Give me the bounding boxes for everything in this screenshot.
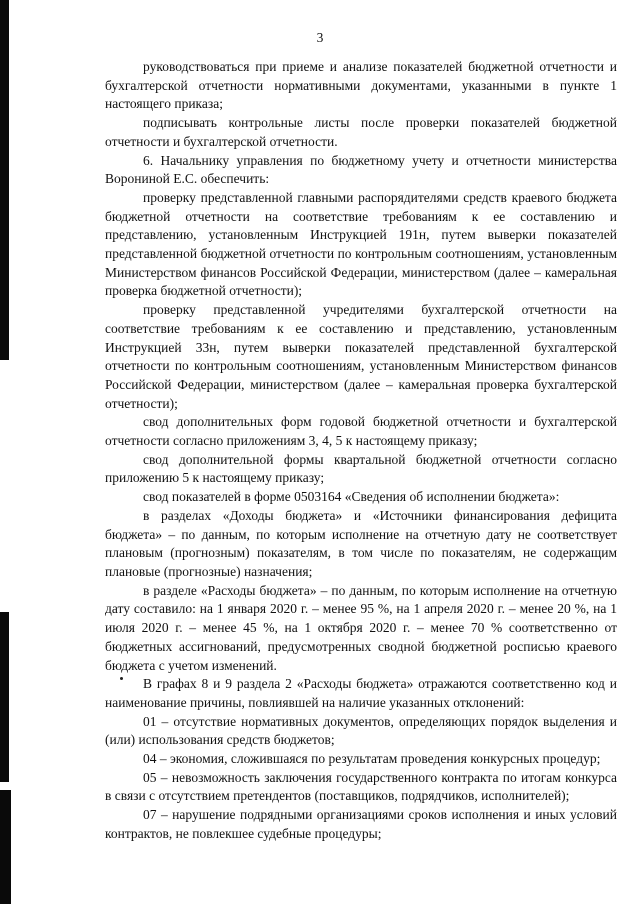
scan-edge-mark-bottom — [0, 790, 11, 904]
paragraph: 07 – нарушение подрядными организациями сроков исполнения и иных условий контрактов, не повлекшее судебные процедуры; — [105, 807, 617, 841]
paragraph: 6. Начальнику управления по бюджетному учету и отчетности министерства Ворониной Е.С. обеспечить: — [105, 152, 617, 187]
paragraph: в разделе «Расходы бюджета» – по данным, по которым исполнение на отчетную дату составило: на 1 января 2020 г. – менее 95 %, на 1 апреля 2020 г. – менее 20 %, на 1 июля 2020 г. – менее 45 %, на 1 октября 2020 г. – менее 70 % соответственно от бюджетных ассигнований, предусмотренных сводной бюджетной росписью краевого бюджета с учетом изменений. — [105, 582, 617, 673]
scan-edge-mark-top — [0, 0, 9, 360]
page-number: 3 — [316, 30, 324, 45]
paragraph: подписывать контрольные листы после проверки показателей бюджетной отчетности и бухгалтерской отчетности. — [105, 115, 617, 149]
paragraph: В графах 8 и 9 раздела 2 «Расходы бюджета» отражаются соответственно код и наименование причины, повлиявшей на наличие указанных отклонений: — [105, 676, 617, 710]
paragraph: 04 – экономия, сложившаяся по результатам проведения конкурсных процедур; — [143, 751, 601, 767]
paragraph: проверку представленной учредителями бухгалтерской отчетности на соответствие требованиям к ее составлению и представлению, установленным Инструкцией 33н, путем выверки показателей представленной бухгалтерской отчетности по контрольным соотношениям, установленным Министерством финансов Российской Федерации, министерством (далее – камеральная проверка бухгалтерской отчетности); — [105, 302, 617, 411]
scan-edge-mark-lower — [0, 612, 9, 782]
paragraph: руководствоваться при приеме и анализе показателей бюджетной отчетности и бухгалтерской отчетности нормативными документами, указанными в пункте 1 настоящего приказа; — [105, 59, 617, 112]
paragraph: проверку представленной главными распорядителями средств краевого бюджета бюджетной отчетности на соответствие требованиям к ее составлению и представлению, установленным Инструкцией 191н, путем выверки показателей представленной бюджетной отчетности по контрольным соотношениям, установленным Министерством финансов Российской Федерации, министерством (далее – камеральная проверка бюджетной отчетности); — [105, 189, 617, 299]
paragraph: 05 – невозможность заключения государственного контракта по итогам конкурса в связи с отсутствием претендентов (поставщиков, подрядчиков, исполнителей); — [105, 769, 617, 804]
paragraph: свод дополнительных форм годовой бюджетной отчетности и бухгалтерской отчетности согласно приложениям 3, 4, 5 к настоящему приказу; — [105, 414, 617, 449]
paragraph: свод показателей в форме 0503164 «Сведения об исполнении бюджета»: — [143, 489, 560, 505]
paragraph: свод дополнительной формы квартальной бюджетной отчетности согласно приложению 5 к настоящему приказу; — [105, 451, 617, 486]
paragraph: в разделах «Доходы бюджета» и «Источники финансирования дефицита бюджета» – по данным, по которым исполнение на отчетную дату не соответствует плановым (прогнозным) показателям, в том числе по показателям, не содержащим плановые (прогнозные) назначения; — [105, 507, 617, 579]
paragraph: 01 – отсутствие нормативных документов, определяющих порядок выделения и (или) использования средств бюджетов; — [105, 713, 617, 748]
document-body — [105, 58, 617, 844]
